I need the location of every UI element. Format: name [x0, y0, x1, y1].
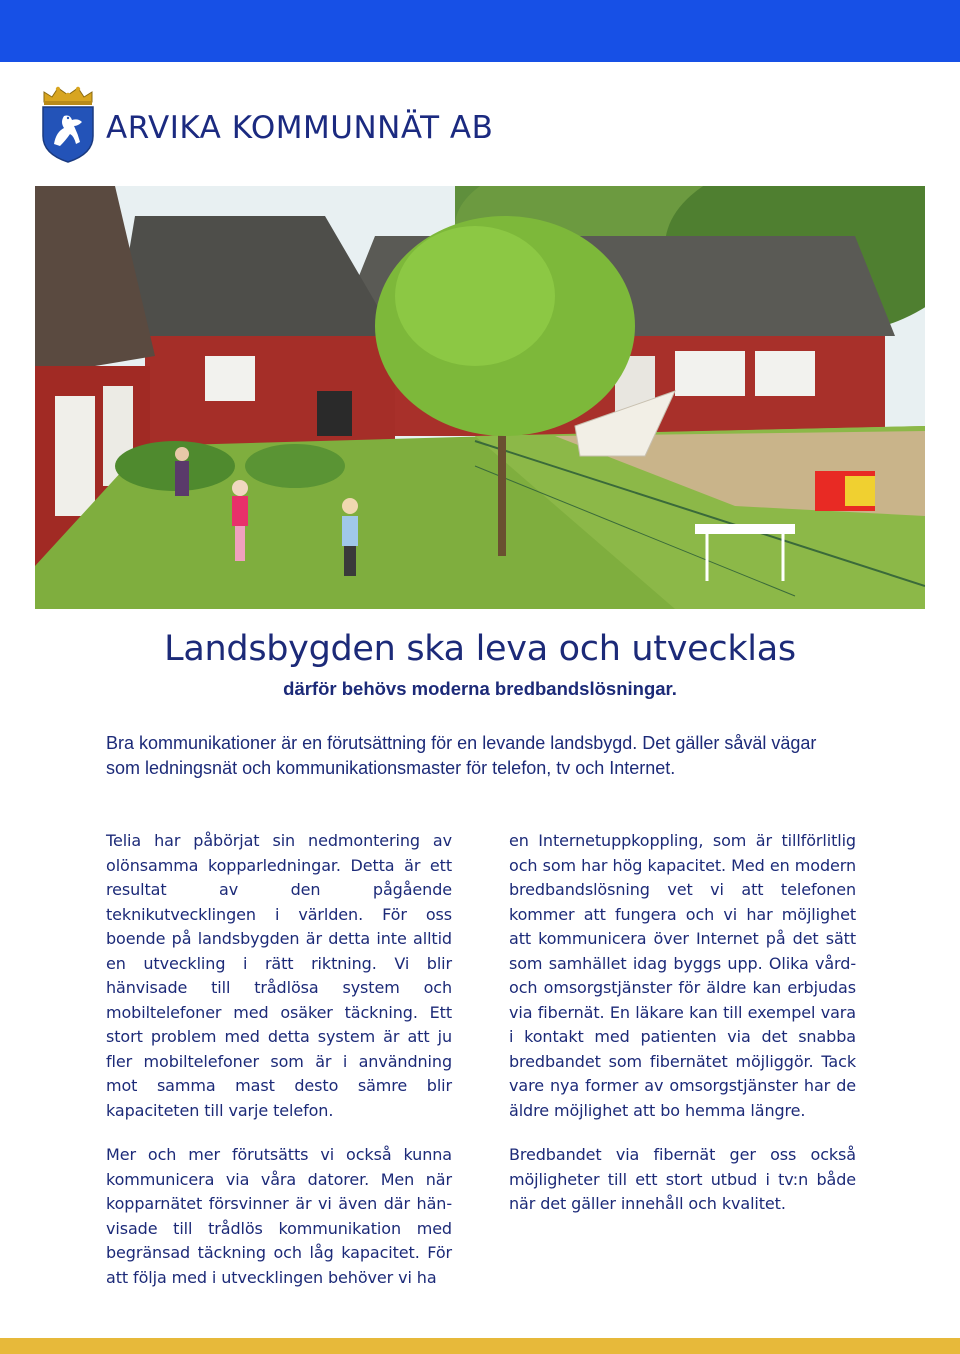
bottom-color-bar [0, 1338, 960, 1354]
right-paragraph-1: en Internetuppkoppling, som är tillförlitlig och som har hög kapacitet. Med en modern bredbandslösning vet vi att telefonen kommer att fungera och vi har möjlighet att kommunicera över Internet på det sätt som samhället idag byggs upp. Olika vård- och omsorgstjänster för äldre kan erbjudas via fibernät. En läkare kan till exempel vara i kontakt med patienten via det snabba bredbandet som fibernätet möjliggör. Tack vare nya former av omsorgstjänster har de äldre möjlighet att bo hemma längre. [509, 831, 856, 1120]
right-paragraph-2: Bredbandet via fibernät ger oss också möjligheter till ett stort utbud i tv:n både när det gäller innehåll och kvalitet. [509, 1145, 856, 1213]
top-color-bar [0, 0, 960, 62]
page-subtitle: därför behövs moderna bredbandslösningar. [283, 678, 677, 699]
company-name: ARVIKA KOMMUNNÄT AB [106, 110, 494, 146]
right-column [509, 829, 856, 1217]
left-paragraph-2: Mer och mer förutsätts vi också kunna kommunicera via våra datorer. Men när kopparnätet försvinner är vi även där hän-visade till trådlös kommunikation med begränsad täckning och låg kapacitet. För att följa med i utvecklingen behöver vi ha [106, 1145, 452, 1287]
left-column [106, 829, 452, 1290]
crest-icon [38, 84, 98, 164]
company-logo [38, 84, 508, 166]
hero-photo-illustration [35, 186, 925, 609]
lead-paragraph [106, 731, 846, 781]
left-paragraph-1: Telia har påbörjat sin nedmontering av olönsamma kopparledningar. Detta är ett resultat av den pågående teknikutvecklingen i världen. För oss boende på landsbygden är detta inte alltid en utveckling i rätt riktning. Vi blir hänvisade till trådlösa system och mobiltelefoner med osäker täckning. Ett stort problem med detta system är att ju fler mobiltelefoner som är i användning mot samma mast desto sämre blir kapaciteten till varje telefon. [106, 831, 452, 1120]
hero-photo [35, 186, 925, 609]
page-title: Landsbygden ska leva och utvecklas [164, 629, 796, 669]
lead-text: Bra kommunikationer är en förutsättning för en levande landsbygd. Det gäller såväl vägar som ledningsnät och kommunikationsmaster för telefon, tv och Internet. [106, 733, 817, 778]
